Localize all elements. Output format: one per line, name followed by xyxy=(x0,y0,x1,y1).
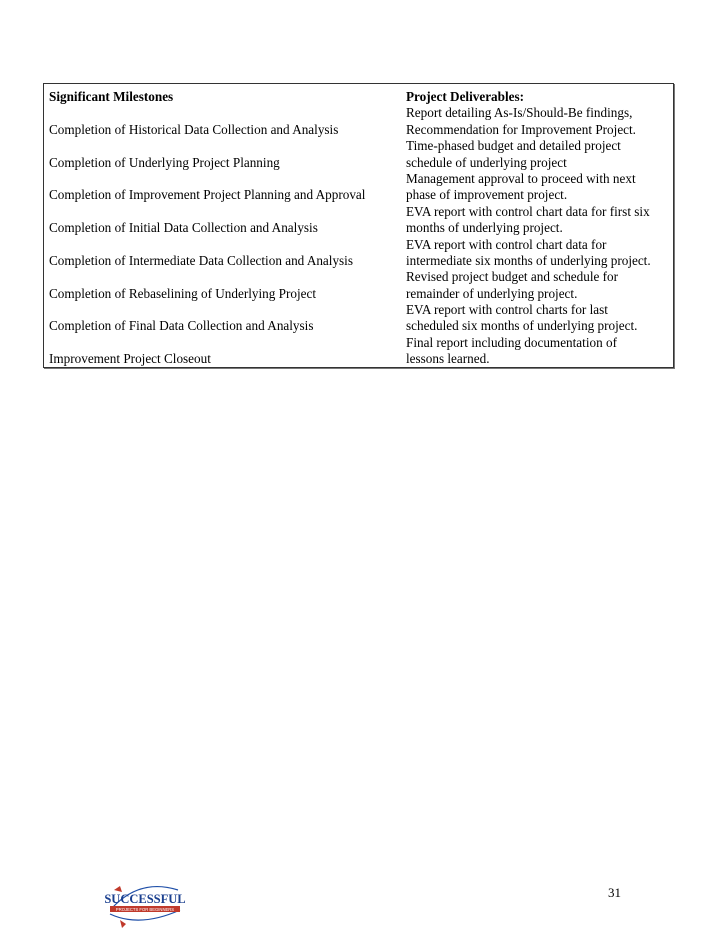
deliverable-line: schedule of underlying project xyxy=(406,154,567,170)
deliverable-line: Time-phased budget and detailed project xyxy=(406,138,621,154)
deliverable-line: Report detailing As-Is/Should-Be findings, xyxy=(406,105,633,121)
deliverable-line: months of underlying project. xyxy=(406,220,563,236)
milestone-item: Improvement Project Closeout xyxy=(49,351,211,367)
milestones-table xyxy=(43,83,674,368)
deliverable-line: remainder of underlying project. xyxy=(406,285,578,301)
deliverable-line: Revised project budget and schedule for xyxy=(406,269,619,285)
milestone-item: Completion of Rebaselining of Underlying Project xyxy=(49,285,317,301)
deliverable-line: EVA report with control chart data for xyxy=(406,236,607,252)
milestone-item: Completion of Underlying Project Planning xyxy=(49,154,280,170)
deliverables-heading: Project Deliverables: xyxy=(406,89,525,104)
milestone-item: Completion of Intermediate Data Collection and Analysis xyxy=(49,252,353,268)
deliverables-column xyxy=(406,89,672,368)
milestones-column xyxy=(49,89,404,368)
deliverable-line: phase of improvement project. xyxy=(406,187,568,203)
deliverable-line: scheduled six months of underlying project. xyxy=(406,318,638,334)
company-logo xyxy=(100,870,190,930)
milestone-item: Completion of Historical Data Collection and Analysis xyxy=(49,121,339,137)
deliverable-line: Management approval to proceed with next xyxy=(406,170,636,186)
deliverable-line: EVA report with control chart data for first six xyxy=(406,203,650,219)
logo-text: SUCCESSFUL xyxy=(104,892,186,906)
deliverable-line: Final report including documentation of xyxy=(406,334,617,350)
deliverable-line: lessons learned. xyxy=(406,351,490,367)
milestone-item: Completion of Final Data Collection and Analysis xyxy=(49,318,314,334)
milestone-item: Completion of Improvement Project Planning and Approval xyxy=(49,187,366,203)
deliverable-line: EVA report with control charts for last xyxy=(406,302,608,318)
deliverable-line: Recommendation for Improvement Project. xyxy=(406,121,636,137)
milestone-item: Completion of Initial Data Collection and Analysis xyxy=(49,220,318,236)
page-number: 31 xyxy=(608,885,621,900)
logo-subtext: PROJECTS FOR BEGINNERS xyxy=(115,907,175,912)
milestones-heading: Significant Milestones xyxy=(49,89,174,104)
deliverable-line: intermediate six months of underlying project. xyxy=(406,252,651,268)
